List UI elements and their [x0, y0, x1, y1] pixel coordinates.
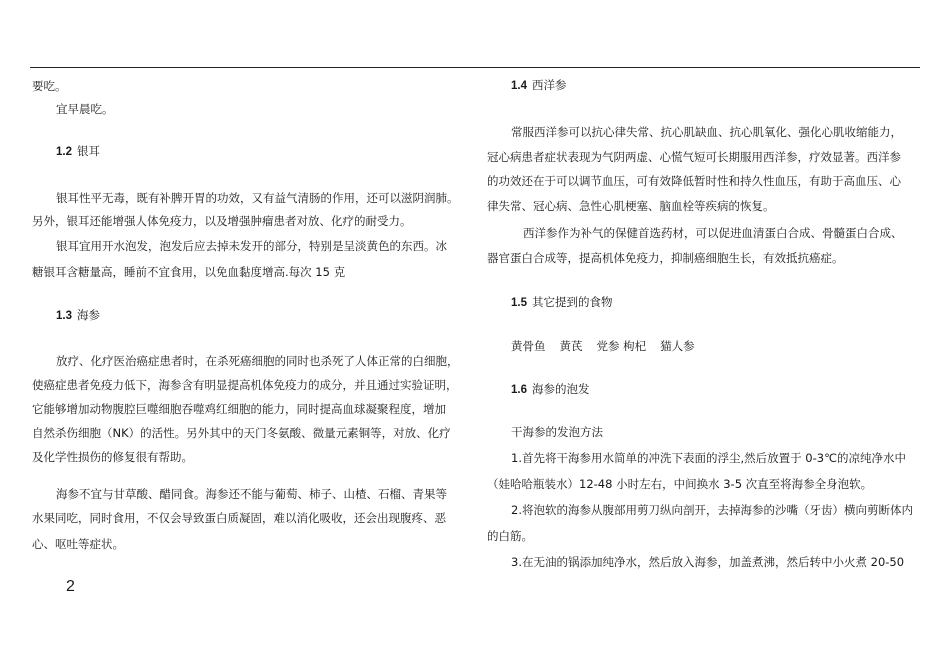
paragraph-line: 心、呕吐等症状。 — [32, 537, 124, 551]
food-item: 猫人参 — [660, 339, 695, 353]
section-heading-1-5 — [511, 294, 613, 310]
section-number: 1.2 — [56, 146, 72, 158]
paragraph-line: 西洋参作为补气的保健首选药材，可以促进血清蛋白合成、骨髓蛋白合成、 — [523, 226, 903, 240]
paragraph-line: 银耳宜用开水泡发，泡发后应去掉未发开的部分，特别是呈淡黄色的东西。冰 — [56, 239, 447, 253]
section-title: 海参 — [77, 308, 100, 322]
paragraph-line: 糖银耳含糖量高，睡前不宜食用，以免血黏度增高.每次 15 克 — [32, 265, 346, 279]
paragraph-line: 的功效还在于可以调节血压，可有效降低暂时性和持久性血压，有助于高血压、心 — [487, 174, 901, 188]
step-line: 1.首先将干海参用水简单的冲洗下表面的浮尘,然后放置于 0-3℃的凉纯净水中 — [511, 451, 906, 465]
food-item: 党参 枸杞 — [596, 339, 647, 353]
paragraph-line: 器官蛋白合成等，提高机体免疫力，抑制癌细胞生长，有效抵抗癌症。 — [487, 251, 844, 265]
paragraph-line: 放疗、化疗医治癌症患者时，在杀死癌细胞的同时也杀死了人体正常的白细胞， — [56, 354, 459, 368]
food-item: 黄骨鱼 — [511, 339, 546, 353]
paragraph-line: 银耳性平无毒，既有补脾开胃的功效，又有益气清肠的作用，还可以滋阴润肺。 — [56, 191, 459, 205]
section-number: 1.6 — [511, 384, 527, 396]
section-heading-1-3 — [56, 307, 100, 323]
section-number: 1.5 — [511, 297, 527, 309]
section-heading-1-2 — [56, 143, 100, 159]
step-line: 的白筋。 — [487, 529, 533, 543]
section-number: 1.3 — [56, 310, 72, 322]
paragraph-line: 另外，银耳还能增强人体免疫力，以及增强肿瘤患者对放、化疗的耐受力。 — [32, 214, 412, 228]
page-number: 2 — [66, 578, 75, 595]
paragraph-line: 自然杀伤细胞（NK）的活性。另外其中的天门冬氨酸、微量元素铜等，对放、化疗 — [32, 426, 451, 440]
paragraph-line: 它能够增加动物腹腔巨噬细胞吞噬鸡红细胞的能力，同时提高血球凝聚程度，增加 — [32, 402, 446, 416]
step-line: 2.将泡软的海参从腹部用剪刀纵向剖开，去掉海参的沙嘴（牙齿）横向剪断体内 — [511, 503, 913, 517]
paragraph-line: 及化学性损伤的修复很有帮助。 — [32, 450, 193, 464]
section-heading-1-4 — [511, 77, 567, 93]
intro-line: 要吃。 — [32, 79, 67, 93]
paragraph-line: 冠心病患者症状表现为气阴两虚、心慌气短可长期服用西洋参，疗效显著。西洋参 — [487, 150, 901, 164]
food-list — [511, 338, 709, 354]
step-line: 3.在无油的锅添加纯净水，然后放入海参，加盖煮沸，然后转中小火煮 20-50 — [511, 555, 905, 569]
paragraph-line: 常服西洋参可以抗心律失常、抗心肌缺血、抗心肌氧化、强化心肌收缩能力， — [511, 125, 902, 139]
header-rule — [30, 67, 920, 68]
subsection-title: 干海参的发泡方法 — [511, 425, 603, 439]
section-title: 海参的泡发 — [532, 382, 590, 396]
section-number: 1.4 — [511, 80, 527, 92]
intro-line: 宜早晨吃。 — [56, 102, 114, 116]
paragraph-line: 使癌症患者免疫力低下，海参含有明显提高机体免疫力的成分，并且通过实验证明， — [32, 378, 458, 392]
section-title: 其它提到的食物 — [532, 295, 613, 309]
step-line: （娃哈哈瓶装水）12-48 小时左右，中间换水 3-5 次直至将海参全身泡软。 — [487, 477, 873, 491]
paragraph-line: 水果同吃，同时食用，不仅会导致蛋白质凝固，难以消化吸收，还会出现腹疼、恶 — [32, 511, 446, 525]
section-title: 银耳 — [77, 144, 100, 158]
paragraph-line: 律失常、冠心病、急性心肌梗塞、脑血栓等疾病的恢复。 — [487, 199, 775, 213]
section-heading-1-6 — [511, 381, 590, 397]
food-item: 黄芪 — [559, 339, 583, 353]
section-title: 西洋参 — [532, 78, 567, 92]
paragraph-line: 海参不宜与甘草酸、醋同食。海参还不能与葡萄、柿子、山楂、石榴、青果等 — [56, 487, 447, 501]
